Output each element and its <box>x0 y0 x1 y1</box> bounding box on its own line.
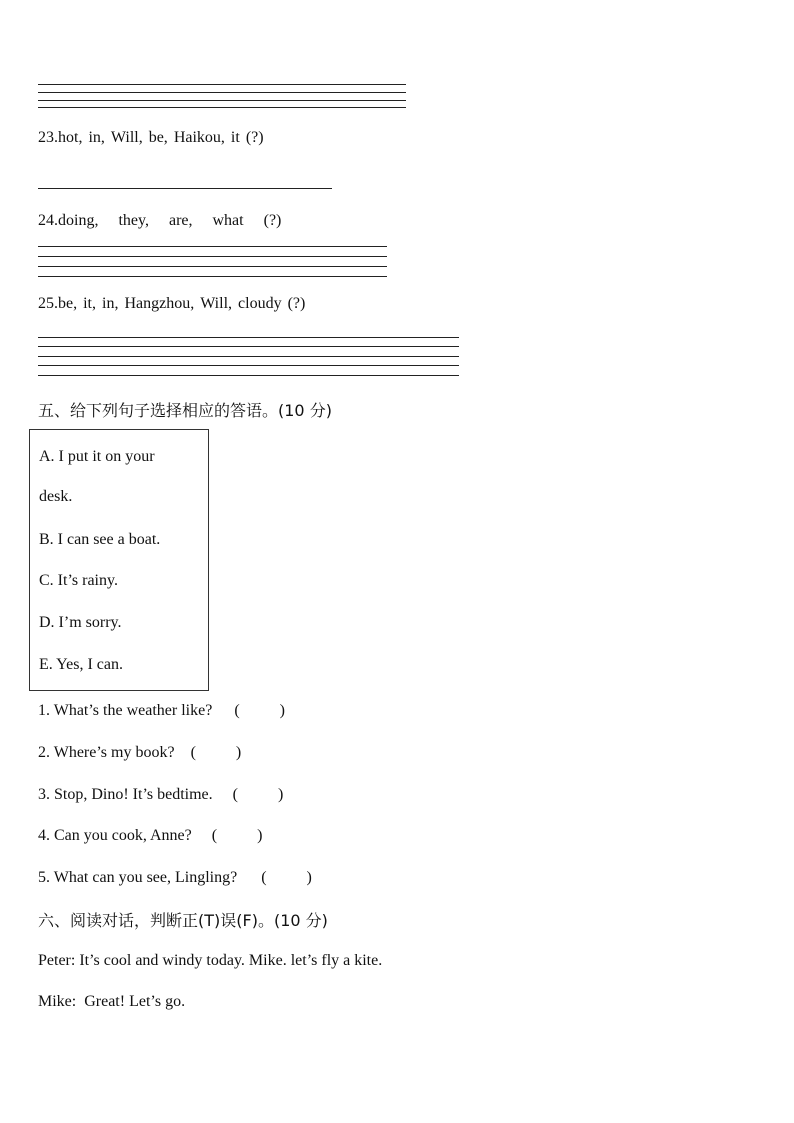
answer-line[interactable] <box>38 246 387 247</box>
answer-line <box>38 107 406 108</box>
section-6-heading: 六、阅读对话，判断正(T)误(F)。(10 分) <box>38 911 328 930</box>
question-number: 25. <box>38 295 58 312</box>
word: it, <box>83 295 96 312</box>
answer-line[interactable] <box>38 266 387 267</box>
word: what <box>212 212 244 229</box>
answer-choices-box <box>29 429 209 691</box>
choice-e: E. Yes, I can. <box>39 656 123 673</box>
question-text: 1. What’s the weather like? <box>38 702 213 719</box>
choice-a-continued: desk. <box>39 488 73 505</box>
question-2 <box>38 744 241 762</box>
question-25 <box>38 295 305 313</box>
answer-blank[interactable]: ( ) <box>261 869 312 886</box>
word: hot, <box>58 129 83 146</box>
word: they, <box>118 212 149 229</box>
choice-b: B. I can see a boat. <box>39 531 161 548</box>
word: doing, <box>58 212 99 229</box>
word: Haikou, <box>173 129 225 146</box>
question-4 <box>38 827 262 845</box>
word: in, <box>102 295 119 312</box>
word: be, <box>58 295 78 312</box>
question-text: 4. Can you cook, Anne? <box>38 827 192 844</box>
word: it <box>230 129 240 146</box>
word: (?) <box>287 295 306 312</box>
answer-line <box>38 92 406 93</box>
word: Will, <box>110 129 143 146</box>
word: be, <box>148 129 168 146</box>
dialogue-line-mike: Mike: Great! Let’s go. <box>38 993 186 1010</box>
word: cloudy <box>238 295 282 312</box>
answer-line <box>38 84 406 85</box>
question-number: 24. <box>38 212 58 229</box>
answer-blank[interactable]: ( ) <box>232 786 284 803</box>
question-text: 2. Where’s my book? <box>38 744 175 761</box>
answer-line[interactable] <box>38 375 459 376</box>
answer-line[interactable] <box>38 276 387 277</box>
dialogue-line-peter: Peter: It’s cool and windy today. Mike. let’s fly a kite. <box>38 952 383 969</box>
choice-d: D. I’m sorry. <box>39 614 122 631</box>
word: are, <box>168 212 193 229</box>
question-24 <box>38 212 281 230</box>
question-text: 5. What can you see, Lingling? <box>38 869 238 886</box>
question-1 <box>38 702 285 720</box>
word: (?) <box>245 129 264 146</box>
answer-line[interactable] <box>38 337 459 338</box>
question-23 <box>38 129 264 147</box>
answer-blank[interactable]: ( ) <box>190 744 242 761</box>
word: in, <box>88 129 105 146</box>
word: Will, <box>200 295 233 312</box>
answer-line[interactable] <box>38 346 459 347</box>
question-number: 23. <box>38 129 58 146</box>
answer-blank[interactable]: ( ) <box>234 702 285 719</box>
word: (?) <box>263 212 282 229</box>
answer-line <box>38 100 406 101</box>
answer-line[interactable] <box>38 365 459 366</box>
answer-line[interactable] <box>38 188 332 189</box>
word: Hangzhou, <box>124 295 195 312</box>
choice-c: C. It’s rainy. <box>39 572 118 589</box>
answer-line[interactable] <box>38 256 387 257</box>
choice-a: A. I put it on your <box>39 448 155 465</box>
section-5-heading: 五、给下列句子选择相应的答语。(10 分) <box>38 401 332 420</box>
question-5 <box>38 869 312 887</box>
answer-blank[interactable]: ( ) <box>211 827 263 844</box>
question-text: 3. Stop, Dino! It’s bedtime. <box>38 786 213 803</box>
question-3 <box>38 786 283 804</box>
answer-line[interactable] <box>38 356 459 357</box>
